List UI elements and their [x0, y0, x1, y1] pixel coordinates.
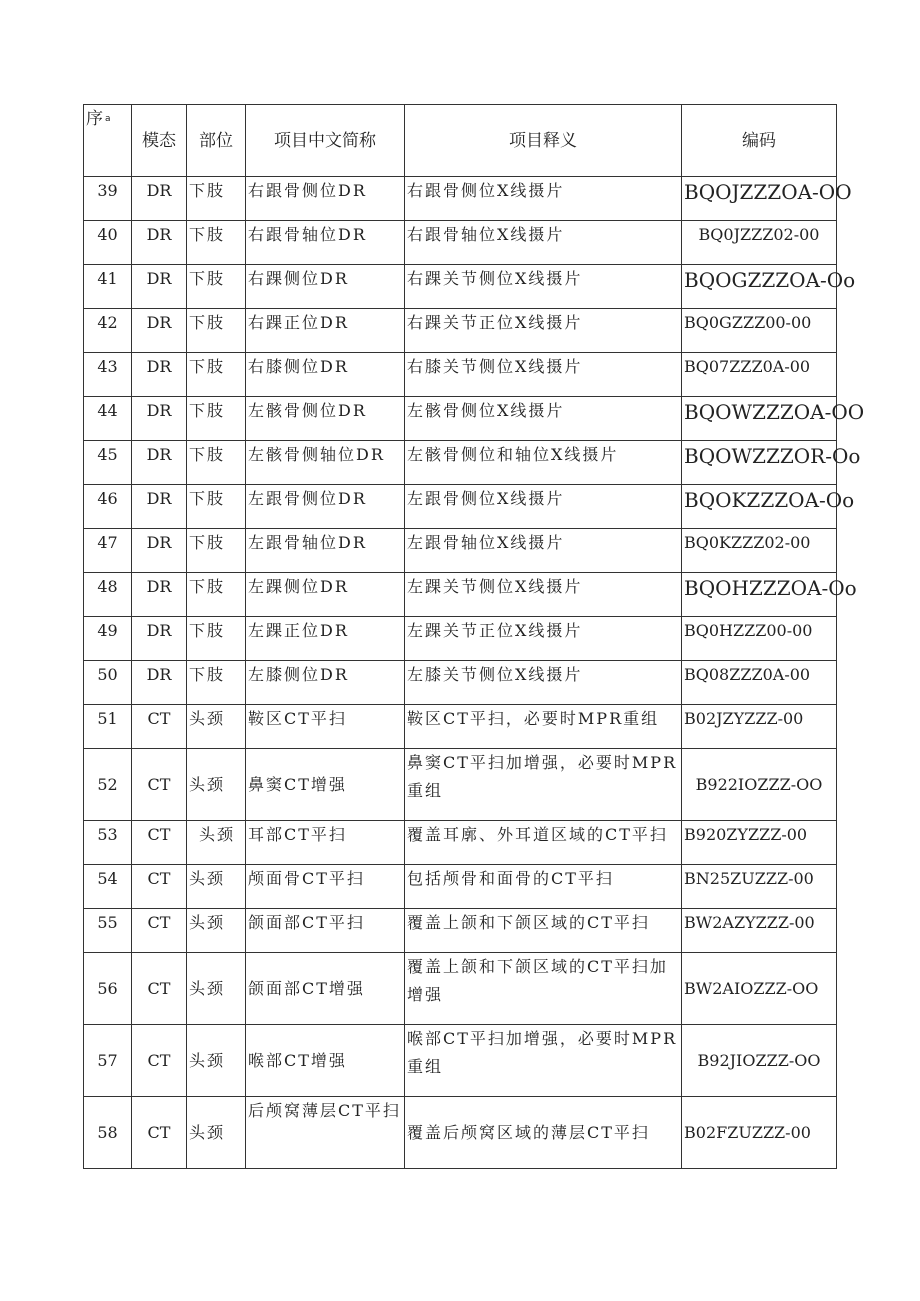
cell-site: 头颈: [187, 749, 246, 821]
table-header-row: [84, 105, 837, 177]
cell-site: 头颈: [187, 953, 246, 1025]
cell-modality: CT: [132, 705, 187, 749]
cell-site: 下肢: [187, 397, 246, 441]
cell-no: 40: [84, 221, 132, 265]
cell-site: 下肢: [187, 353, 246, 397]
cell-modality: CT: [132, 909, 187, 953]
cell-no: 55: [84, 909, 132, 953]
table-row: [84, 1097, 837, 1169]
cell-code: BQOJZZZOA-OO: [682, 177, 837, 221]
cell-site: 头颈: [187, 1025, 246, 1097]
cell-name-cn: 耳部CT平扫: [246, 821, 405, 865]
cell-name-cn: 左跟骨侧位DR: [246, 485, 405, 529]
cell-code: BQ07ZZZ0A-00: [682, 353, 837, 397]
table-row: [84, 353, 837, 397]
table-row: [84, 573, 837, 617]
cell-no: 56: [84, 953, 132, 1025]
table-row: [84, 705, 837, 749]
cell-description: 左踝关节侧位X线摄片: [405, 573, 682, 617]
exam-code-table: [83, 104, 865, 1169]
cell-code: BW2AIOZZZ-OO: [682, 953, 837, 1025]
cell-site: 下肢: [187, 177, 246, 221]
cell-modality: DR: [132, 177, 187, 221]
table-row: [84, 953, 837, 1025]
cell-code: BQOWZZZOA-OO: [682, 397, 837, 441]
cell-description: 覆盖上颌和下颌区域的CT平扫加增强: [405, 953, 682, 1025]
cell-description: 左骸骨侧位和轴位X线摄片: [405, 441, 682, 485]
cell-name-cn: 后颅窝薄层CT平扫: [246, 1097, 405, 1169]
table-row: [84, 309, 837, 353]
header-seq-mark: a: [105, 114, 111, 124]
cell-description: 左膝关节侧位X线摄片: [405, 661, 682, 705]
cell-description: 覆盖上颌和下颌区域的CT平扫: [405, 909, 682, 953]
header-modality: 模态: [132, 105, 187, 177]
cell-description: 右踝关节正位X线摄片: [405, 309, 682, 353]
cell-name-cn: 右踝侧位DR: [246, 265, 405, 309]
cell-site: 头颈: [187, 865, 246, 909]
header-description: 项目释义: [405, 105, 682, 177]
cell-description: 覆盖耳廓、外耳道区域的CT平扫: [405, 821, 682, 865]
cell-site: 头颈: [187, 705, 246, 749]
cell-code: B92JIOZZZ-OO: [682, 1025, 837, 1097]
cell-code: BQ0HZZZ00-00: [682, 617, 837, 661]
cell-site: 头颈: [187, 821, 246, 865]
cell-name-cn: 右跟骨轴位DR: [246, 221, 405, 265]
table-row: [84, 749, 837, 821]
cell-modality: CT: [132, 821, 187, 865]
cell-name-cn: 颌面部CT平扫: [246, 909, 405, 953]
cell-description: 左跟骨侧位X线摄片: [405, 485, 682, 529]
header-site: 部位: [187, 105, 246, 177]
cell-code: BQ0JZZZ02-00: [682, 221, 837, 265]
cell-site: 头颈: [187, 909, 246, 953]
cell-modality: CT: [132, 865, 187, 909]
cell-name-cn: 左骸骨侧位DR: [246, 397, 405, 441]
cell-no: 49: [84, 617, 132, 661]
cell-no: 43: [84, 353, 132, 397]
cell-no: 42: [84, 309, 132, 353]
table-row: [84, 909, 837, 953]
cell-description: 鼻窦CT平扫加增强，必要时MPR重组: [405, 749, 682, 821]
cell-description: 右踝关节侧位X线摄片: [405, 265, 682, 309]
cell-description: 左踝关节正位X线摄片: [405, 617, 682, 661]
header-name-cn: 项目中文简称: [246, 105, 405, 177]
cell-name-cn: 左跟骨轴位DR: [246, 529, 405, 573]
cell-description: 鞍区CT平扫，必要时MPR重组: [405, 705, 682, 749]
cell-modality: CT: [132, 1097, 187, 1169]
cell-modality: DR: [132, 265, 187, 309]
cell-no: 41: [84, 265, 132, 309]
cell-code: BQ08ZZZ0A-00: [682, 661, 837, 705]
header-seq-label: 序: [86, 109, 103, 129]
table-row: [84, 177, 837, 221]
table-row: [84, 441, 837, 485]
cell-name-cn: 鞍区CT平扫: [246, 705, 405, 749]
cell-name-cn: 颌面部CT增强: [246, 953, 405, 1025]
cell-site: 下肢: [187, 221, 246, 265]
cell-description: 右跟骨侧位X线摄片: [405, 177, 682, 221]
cell-description: 右跟骨轴位X线摄片: [405, 221, 682, 265]
table-row: [84, 485, 837, 529]
cell-description: 左骸骨侧位X线摄片: [405, 397, 682, 441]
cell-code: BQ0KZZZ02-00: [682, 529, 837, 573]
cell-site: 下肢: [187, 529, 246, 573]
table-row: [84, 265, 837, 309]
cell-site: 下肢: [187, 485, 246, 529]
cell-no: 52: [84, 749, 132, 821]
cell-no: 58: [84, 1097, 132, 1169]
header-seq: [84, 105, 132, 177]
cell-modality: DR: [132, 573, 187, 617]
cell-site: 头颈: [187, 1097, 246, 1169]
table-row: [84, 661, 837, 705]
cell-description: 右膝关节侧位X线摄片: [405, 353, 682, 397]
cell-code: B02FZUZZZ-00: [682, 1097, 837, 1169]
cell-modality: CT: [132, 1025, 187, 1097]
cell-no: 48: [84, 573, 132, 617]
cell-code: BN25ZUZZZ-00: [682, 865, 837, 909]
cell-code: BQOHZZZOA-Oo: [682, 573, 837, 617]
cell-name-cn: 右膝侧位DR: [246, 353, 405, 397]
cell-no: 46: [84, 485, 132, 529]
table-row: [84, 865, 837, 909]
table-row: [84, 221, 837, 265]
cell-site: 下肢: [187, 265, 246, 309]
cell-no: 54: [84, 865, 132, 909]
cell-no: 44: [84, 397, 132, 441]
cell-name-cn: 左踝侧位DR: [246, 573, 405, 617]
cell-code: BQ0GZZZ00-00: [682, 309, 837, 353]
cell-description: 左跟骨轴位X线摄片: [405, 529, 682, 573]
table-row: [84, 529, 837, 573]
cell-no: 45: [84, 441, 132, 485]
cell-modality: DR: [132, 485, 187, 529]
cell-site: 下肢: [187, 309, 246, 353]
cell-name-cn: 左踝正位DR: [246, 617, 405, 661]
cell-site: 下肢: [187, 661, 246, 705]
cell-no: 47: [84, 529, 132, 573]
cell-code: B922IOZZZ-OO: [682, 749, 837, 821]
cell-code: BQOKZZZOA-Oo: [682, 485, 837, 529]
cell-modality: CT: [132, 749, 187, 821]
cell-modality: DR: [132, 441, 187, 485]
cell-modality: DR: [132, 309, 187, 353]
cell-no: 39: [84, 177, 132, 221]
cell-no: 53: [84, 821, 132, 865]
table-row: [84, 821, 837, 865]
cell-code: B02JZYZZZ-00: [682, 705, 837, 749]
cell-site: 下肢: [187, 441, 246, 485]
cell-description: 喉部CT平扫加增强，必要时MPR重组: [405, 1025, 682, 1097]
cell-modality: CT: [132, 953, 187, 1025]
cell-name-cn: 左膝侧位DR: [246, 661, 405, 705]
cell-modality: DR: [132, 661, 187, 705]
cell-site: 下肢: [187, 617, 246, 661]
cell-code: BQOWZZZOR-Oo: [682, 441, 837, 485]
cell-no: 51: [84, 705, 132, 749]
cell-name-cn: 喉部CT增强: [246, 1025, 405, 1097]
cell-description: 包括颅骨和面骨的CT平扫: [405, 865, 682, 909]
cell-modality: DR: [132, 529, 187, 573]
cell-code: B920ZYZZZ-00: [682, 821, 837, 865]
cell-name-cn: 左骸骨侧轴位DR: [246, 441, 405, 485]
cell-name-cn: 颅面骨CT平扫: [246, 865, 405, 909]
cell-code: BQOGZZZOA-Oo: [682, 265, 837, 309]
cell-name-cn: 右踝正位DR: [246, 309, 405, 353]
cell-name-cn: 右跟骨侧位DR: [246, 177, 405, 221]
cell-modality: DR: [132, 221, 187, 265]
table-row: [84, 397, 837, 441]
table-row: [84, 617, 837, 661]
cell-modality: DR: [132, 617, 187, 661]
cell-no: 50: [84, 661, 132, 705]
table-row: [84, 1025, 837, 1097]
cell-modality: DR: [132, 353, 187, 397]
cell-code: BW2AZYZZZ-00: [682, 909, 837, 953]
cell-site: 下肢: [187, 573, 246, 617]
cell-description: 覆盖后颅窝区域的薄层CT平扫: [405, 1097, 682, 1169]
header-code: 编码: [682, 105, 837, 177]
cell-modality: DR: [132, 397, 187, 441]
cell-no: 57: [84, 1025, 132, 1097]
cell-name-cn: 鼻窦CT增强: [246, 749, 405, 821]
